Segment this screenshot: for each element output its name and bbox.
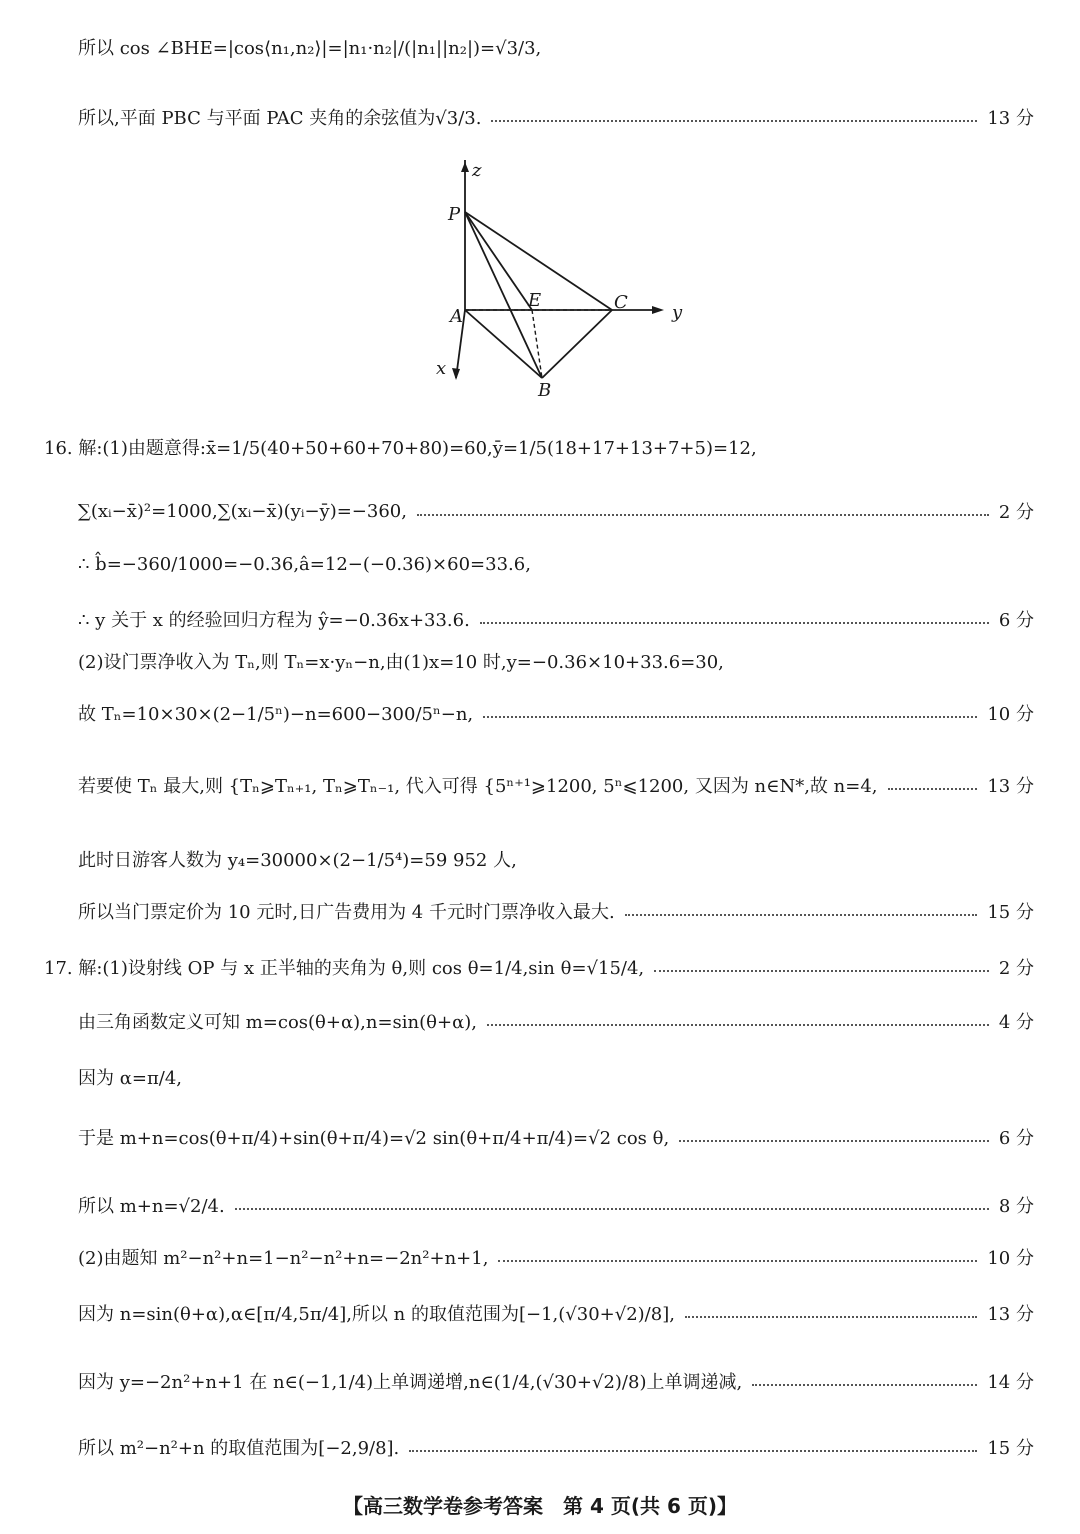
dot-leader bbox=[685, 1316, 977, 1318]
line-text: 所以 m²−n²+n 的取值范围为[−2,9/8]. bbox=[78, 1438, 400, 1459]
line-text: 所以当门票定价为 10 元时,日广告费用为 4 千元时门票净收入最大. bbox=[78, 902, 615, 923]
solution-line bbox=[78, 846, 1034, 872]
line-text: ∴ y 关于 x 的经验回归方程为 ŷ=−0.36x+33.6. bbox=[78, 610, 470, 631]
line-text: 所以 cos ∠BHE=|cos⟨n₁,n₂⟩|=|n₁·n₂|/(|n₁||n₂|)=√3/3, bbox=[78, 38, 542, 59]
solution-line bbox=[78, 1300, 1034, 1326]
label-E: E bbox=[528, 290, 542, 311]
score-mark: 15 分 bbox=[987, 902, 1034, 923]
solution-line bbox=[44, 954, 1034, 980]
score-mark: 10 分 bbox=[987, 1248, 1034, 1269]
dot-leader bbox=[483, 716, 977, 718]
dot-leader bbox=[487, 1024, 989, 1026]
dot-leader bbox=[498, 1260, 977, 1262]
solution-line bbox=[78, 554, 1034, 575]
score-mark: 2 分 bbox=[998, 958, 1034, 979]
dot-leader bbox=[417, 514, 989, 516]
dot-leader bbox=[654, 970, 989, 972]
line-text: ∑(xᵢ−x̄)²=1000,∑(xᵢ−x̄)(yᵢ−ȳ)=−360, bbox=[78, 500, 407, 522]
dot-leader bbox=[625, 914, 978, 916]
solution-line bbox=[78, 34, 1034, 60]
line-text: (2)由题知 m²−n²+n=1−n²−n²+n=−2n²+n+1, bbox=[78, 1248, 489, 1269]
solution-line bbox=[78, 104, 1034, 130]
score-mark: 14 分 bbox=[987, 1372, 1034, 1393]
solution-line bbox=[78, 898, 1034, 924]
page-footer: 【高三数学卷参考答案 第 4 页(共 6 页)】 bbox=[343, 1494, 737, 1518]
solution-line bbox=[78, 1064, 1034, 1090]
label-C: C bbox=[614, 292, 628, 313]
label-z: z bbox=[472, 160, 482, 181]
line-text: (2)设门票净收入为 Tₙ,则 Tₙ=x·yₙ−n,由(1)x=10 时,y=−0.36×10+33.6=30, bbox=[78, 652, 724, 673]
score-mark: 13 分 bbox=[987, 1304, 1034, 1325]
label-B: B bbox=[538, 380, 552, 400]
score-mark: 2 分 bbox=[998, 502, 1034, 523]
label-x: x bbox=[436, 358, 447, 379]
line-text: 所以 m+n=√2/4. bbox=[78, 1196, 225, 1217]
label-y: y bbox=[672, 302, 683, 323]
solution-line bbox=[78, 1192, 1034, 1218]
dot-leader bbox=[679, 1140, 989, 1142]
score-mark: 4 分 bbox=[998, 1012, 1034, 1033]
score-mark: 6 分 bbox=[998, 610, 1034, 631]
score-mark: 13 分 bbox=[987, 776, 1034, 797]
solution-line bbox=[78, 1368, 1034, 1394]
line-text: 于是 m+n=cos(θ+π/4)+sin(θ+π/4)=√2 sin(θ+π/4+π/4)=√2 cos θ, bbox=[78, 1128, 670, 1149]
line-text: 17. 解:(1)设射线 OP 与 x 正半轴的夹角为 θ,则 cos θ=1/4,sin θ=√15/4, bbox=[44, 958, 645, 979]
line-text: 因为 α=π/4, bbox=[78, 1068, 183, 1089]
dot-leader bbox=[235, 1208, 989, 1210]
dot-leader bbox=[409, 1450, 977, 1452]
dot-leader bbox=[480, 622, 989, 624]
solution-line bbox=[78, 1244, 1034, 1270]
dot-leader bbox=[888, 788, 978, 790]
solution-line bbox=[78, 772, 1034, 798]
solution-line bbox=[78, 648, 1034, 674]
line-text: 因为 n=sin(θ+α),α∈[π/4,5π/4],所以 n 的取值范围为[−1,(√30+√2)/8], bbox=[78, 1304, 675, 1325]
line-text: 由三角函数定义可知 m=cos(θ+α),n=sin(θ+α), bbox=[78, 1012, 477, 1033]
score-mark: 13 分 bbox=[987, 108, 1034, 129]
solution-line bbox=[78, 1434, 1034, 1460]
score-mark: 8 分 bbox=[998, 1196, 1034, 1217]
line-text: 故 Tₙ=10×30×(2−1/5ⁿ)−n=600−300/5ⁿ−n, bbox=[78, 704, 474, 725]
line-text: 若要使 Tₙ 最大,则 {Tₙ⩾Tₙ₊₁, Tₙ⩾Tₙ₋₁, 代入可得 {5ⁿ⁺¹⩾1200, 5ⁿ⩽1200, 又因为 n∈N*,故 n=4, bbox=[78, 776, 878, 797]
score-mark: 10 分 bbox=[987, 704, 1034, 725]
dot-leader bbox=[491, 120, 977, 122]
line-text: 16. 解:(1)由题意得:x̄=1/5(40+50+60+70+80)=60,ȳ=1/5(18+17+13+7+5)=12, bbox=[44, 438, 757, 459]
label-P: P bbox=[448, 204, 461, 225]
label-A: A bbox=[450, 306, 463, 327]
solution-line bbox=[78, 700, 1034, 726]
line-text: 所以,平面 PBC 与平面 PAC 夹角的余弦值为√3/3. bbox=[78, 108, 482, 129]
geometry-figure bbox=[420, 160, 700, 400]
line-text: 此时日游客人数为 y₄=30000×(2−1/5⁴)=59 952 人, bbox=[78, 850, 517, 871]
score-mark: 6 分 bbox=[998, 1128, 1034, 1149]
solution-line bbox=[78, 1124, 1034, 1150]
line-text: 因为 y=−2n²+n+1 在 n∈(−1,1/4)上单调递增,n∈(1/4,(√30+√2)/8)上单调递减, bbox=[78, 1372, 743, 1393]
solution-line bbox=[78, 1008, 1034, 1034]
dot-leader bbox=[752, 1384, 977, 1386]
solution-line bbox=[78, 606, 1034, 632]
line-text: ∴ b̂=−360/1000=−0.36,â=12−(−0.36)×60=33.6, bbox=[78, 554, 531, 575]
score-mark: 15 分 bbox=[987, 1438, 1034, 1459]
solution-line bbox=[78, 498, 1034, 524]
solution-line bbox=[44, 434, 1000, 460]
